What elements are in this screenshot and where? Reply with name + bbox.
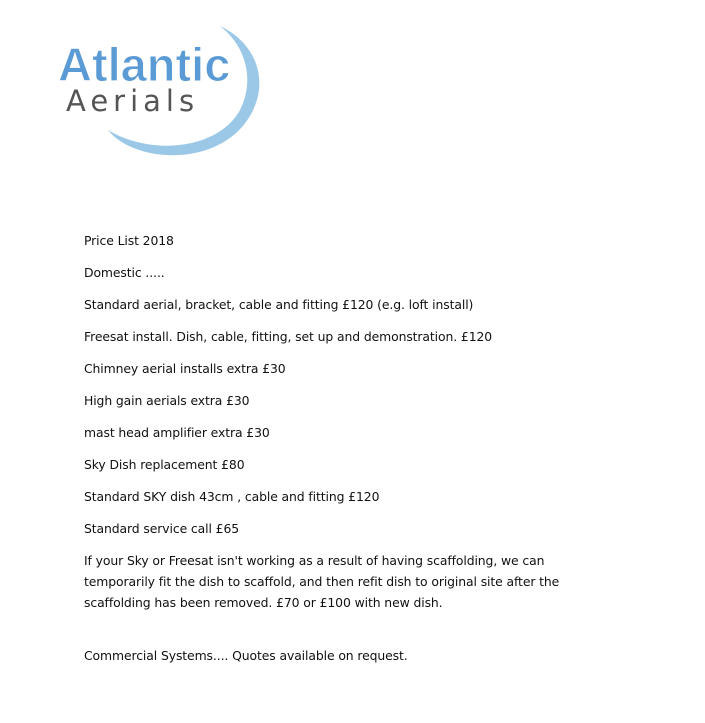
price-item: Sky Dish replacement £80 — [84, 457, 245, 472]
price-list-document — [84, 230, 624, 666]
price-item: Standard SKY dish 43cm , cable and fitting £120 — [84, 489, 380, 504]
logo-wordmark-atlantic: Atlantic — [58, 38, 231, 91]
spacer — [84, 613, 624, 645]
price-item: High gain aerials extra £30 — [84, 393, 250, 408]
logo-wordmark-aerials: Aerials — [66, 84, 200, 118]
logo-graphic — [50, 18, 280, 168]
section-domestic: Domestic ..... — [84, 265, 165, 280]
company-logo — [50, 18, 280, 168]
price-item: mast head amplifier extra £30 — [84, 425, 270, 440]
price-item: Standard aerial, bracket, cable and fitting £120 (e.g. loft install) — [84, 297, 474, 312]
price-item: Standard service call £65 — [84, 521, 240, 536]
price-list-title: Price List 2018 — [84, 233, 174, 248]
scaffold-note: If your Sky or Freesat isn't working as a result of having scaffolding, we can temporarily fit the dish to scaffold, and then refit dish to original site after the scaffolding has been removed. £70 or £100 with new dish. — [84, 553, 560, 610]
price-item: Chimney aerial installs extra £30 — [84, 361, 286, 376]
commercial-systems: Commercial Systems.... Quotes available on request. — [84, 648, 408, 663]
price-item: Freesat install. Dish, cable, fitting, set up and demonstration. £120 — [84, 329, 493, 344]
